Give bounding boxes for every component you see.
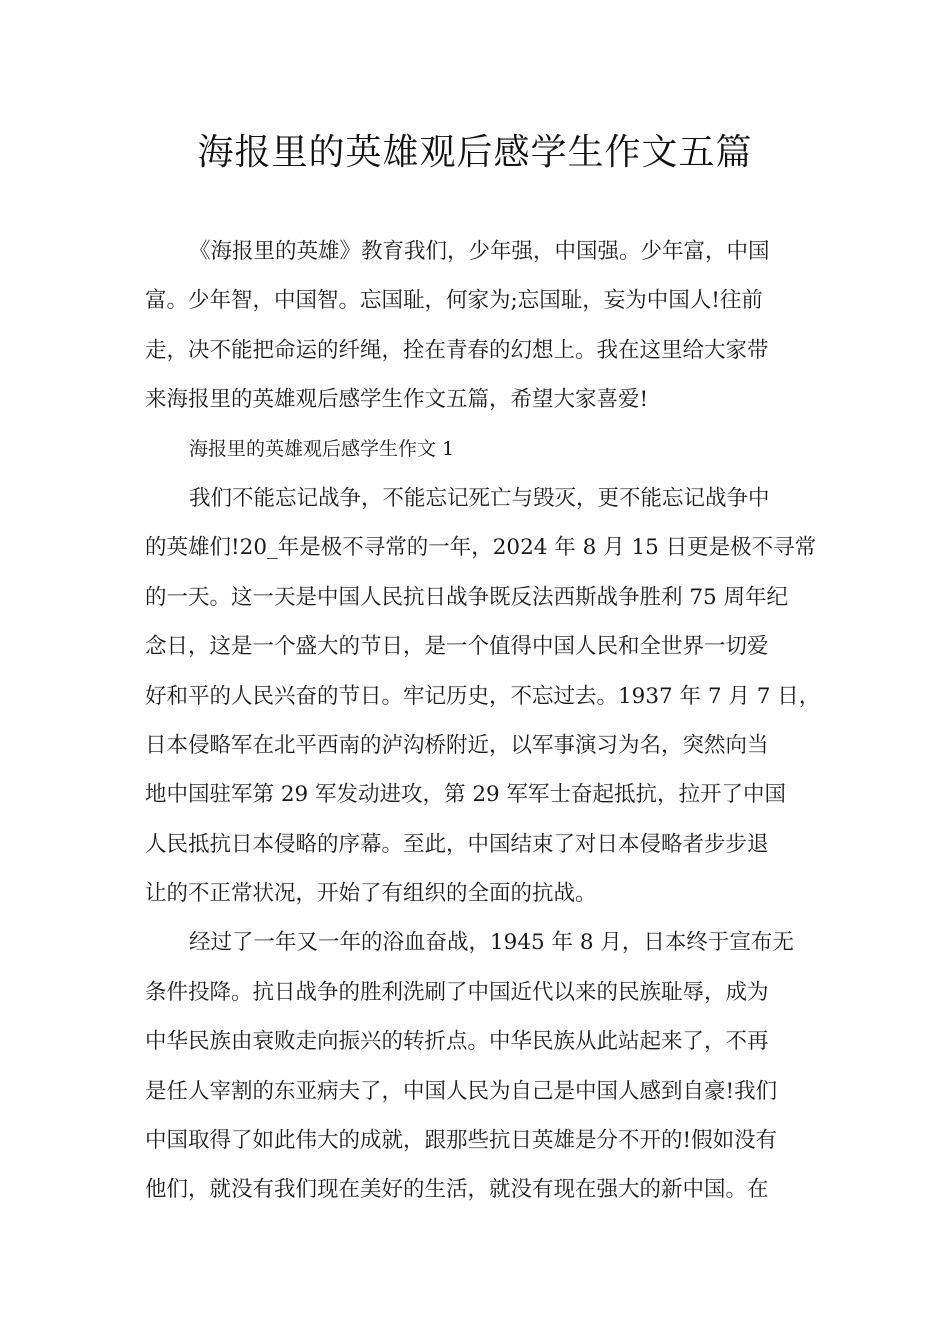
text-line: 好和平的人民兴奋的节日。牢记历史，不忘过去。1937 年 7 月 7 日，	[145, 683, 821, 709]
section-heading: 海报里的英雄观后感学生作文 1	[189, 437, 455, 460]
text-line: 经过了一年又一年的浴血奋战，1945 年 8 月，日本终于宣布无	[189, 930, 794, 956]
document-body	[145, 227, 821, 1215]
text-line: 我们不能忘记战争，不能忘记死亡与毁灭，更不能忘记战争中	[189, 485, 770, 511]
text-line: 条件投降。抗日战争的胜利洗刷了中国近代以来的民族耻辱，成为	[145, 979, 769, 1005]
text-line: 日本侵略军在北平西南的泸沟桥附近，以军事演习为名，突然向当	[145, 732, 769, 758]
text-line: 走，决不能把命运的纤绳，拴在青春的幻想上。我在这里给大家带	[145, 337, 769, 363]
text-line: 中华民族由衰败走向振兴的转折点。中华民族从此站起来了，不再	[145, 1029, 769, 1055]
text-line: 人民抵抗日本侵略的序幕。至此，中国结束了对日本侵略者步步退	[145, 831, 769, 857]
text-line: 是任人宰割的东亚病夫了，中国人民为自己是中国人感到自豪!我们	[145, 1078, 778, 1104]
text-line: 的英雄们!20_年是极不寻常的一年，2024 年 8 月 15 日更是极不寻常	[145, 535, 817, 561]
text-line: 他们，就没有我们现在美好的生活，就没有现在强大的新中国。在	[145, 1177, 769, 1203]
text-line: 富。少年智，中国智。忘国耻，何家为;忘国耻，妄为中国人!往前	[145, 288, 763, 314]
text-line: 地中国驻军第 29 军发动进攻，第 29 军军士奋起抵抗，拉开了中国	[145, 782, 787, 808]
text-line: 《海报里的英雄》教育我们，少年强，中国强。少年富，中国	[189, 239, 770, 264]
text-line: 让的不正常状况，开始了有组织的全面的抗战。	[145, 881, 597, 907]
document-title: 海报里的英雄观后感学生作文五篇	[197, 132, 753, 173]
text-line: 念日，这是一个盛大的节日，是一个值得中国人民和全世界一切爱	[145, 634, 769, 660]
text-line: 中国取得了如此伟大的成就，跟那些抗日英雄是分不开的!假如没有	[145, 1128, 778, 1154]
text-line: 来海报里的英雄观后感学生作文五篇，希望大家喜爱!	[145, 387, 649, 413]
text-line: 的一天。这一天是中国人民抗日战争既反法西斯战争胜利 75 周年纪	[145, 584, 789, 610]
